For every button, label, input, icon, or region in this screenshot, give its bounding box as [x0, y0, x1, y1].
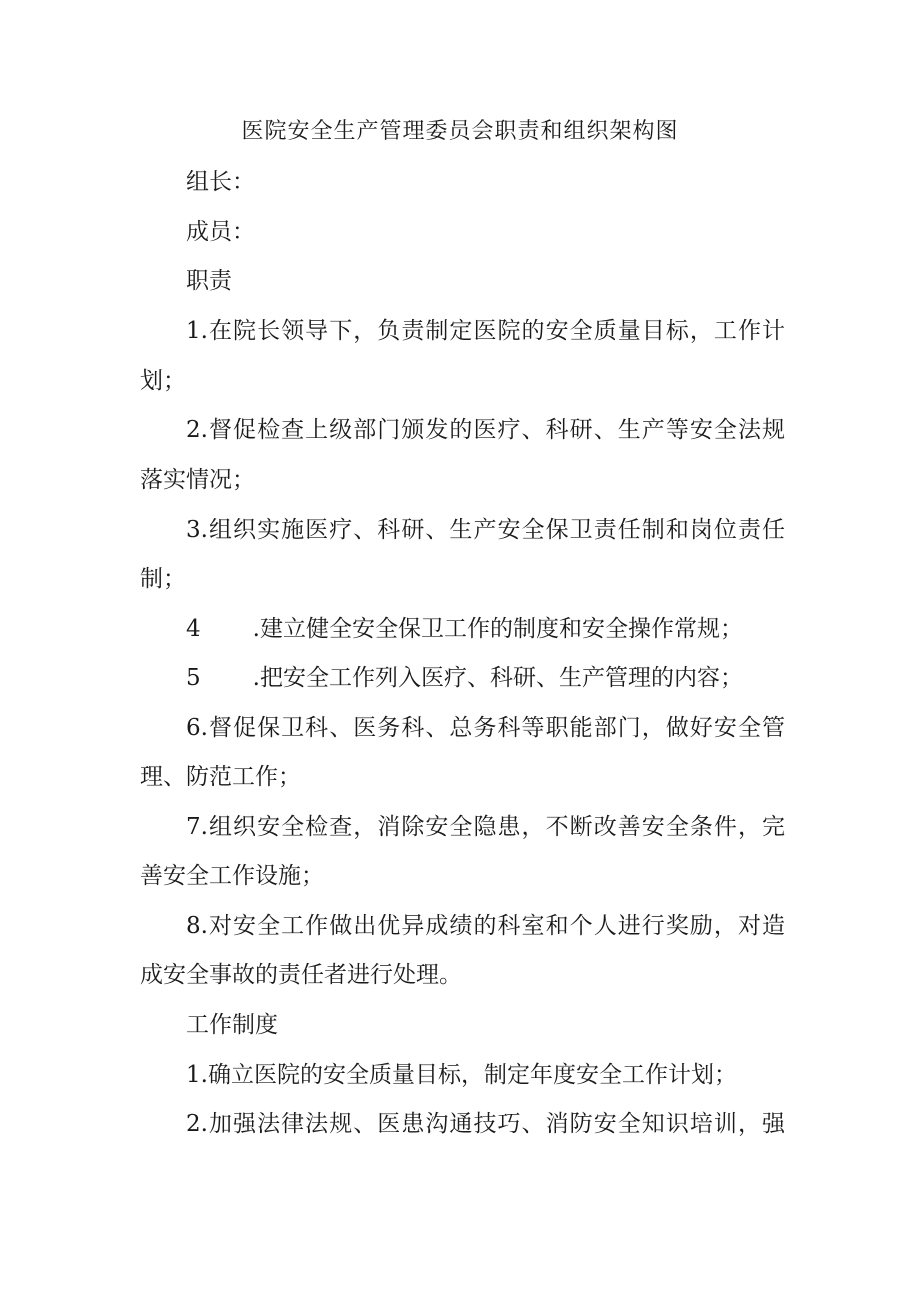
system-number: 2 — [186, 1111, 201, 1137]
duty-item-6 — [186, 708, 785, 748]
duty-item-2 — [186, 410, 785, 450]
duty-text: .督促检查上级部门颁发的医疗、科研、生产等安全法规 — [200, 417, 785, 443]
duty-number: 7 — [186, 814, 201, 840]
duty-item-1-cont: 划； — [140, 368, 186, 394]
duty-item-4 — [186, 609, 785, 649]
duty-item-3-cont: 制； — [140, 566, 186, 592]
duty-number: 2 — [186, 417, 201, 443]
system-text: .加强法律法规、医患沟通技巧、消防安全知识培训，强 — [200, 1111, 785, 1137]
system-item-1 — [186, 1055, 785, 1095]
duty-text: .建立健全安全保卫工作的制度和安全操作常规； — [252, 616, 743, 642]
duty-number: 1 — [186, 318, 201, 344]
duty-item-8-cont: 成安全事故的责任者进行处理。 — [140, 962, 462, 988]
duty-item-1 — [186, 311, 785, 351]
duty-item-6-cont: 理、防范工作； — [140, 764, 301, 790]
duty-number: 6 — [186, 715, 201, 741]
duty-text: .对安全工作做出优异成绩的科室和个人进行奖励，对造 — [200, 913, 785, 939]
system-text: .确立医院的安全质量目标，制定年度安全工作计划； — [200, 1062, 737, 1088]
system-number: 1 — [186, 1062, 201, 1088]
duty-item-2-cont: 落实情况； — [140, 467, 255, 493]
duty-text: .组织实施医疗、科研、生产安全保卫责任制和岗位责任 — [200, 517, 785, 543]
duty-number: 3 — [186, 517, 201, 543]
system-heading: 工作制度 — [186, 1012, 278, 1038]
members-label: 成员： — [186, 219, 255, 245]
duty-text: .督促保卫科、医务科、总务科等职能部门，做好安全管 — [200, 715, 785, 741]
document-title: 医院安全生产管理委员会职责和组织架构图 — [241, 119, 679, 144]
duty-item-7 — [186, 807, 785, 847]
duties-heading: 职责 — [186, 268, 232, 294]
duty-text: .组织安全检查，消除安全隐患，不断改善安全条件，完 — [200, 814, 785, 840]
duty-item-5 — [186, 658, 785, 698]
duty-number: 5 — [186, 665, 201, 691]
duty-number: 8 — [186, 913, 201, 939]
duty-item-8 — [186, 906, 785, 946]
system-item-2 — [186, 1104, 785, 1144]
duty-item-7-cont: 善安全工作设施； — [140, 863, 324, 889]
duty-number: 4 — [186, 616, 201, 642]
duty-item-3 — [186, 510, 785, 550]
duty-text: .把安全工作列入医疗、科研、生产管理的内容； — [252, 665, 743, 691]
leader-label: 组长： — [186, 169, 255, 195]
duty-text: .在院长领导下，负责制定医院的安全质量目标，工作计 — [200, 318, 785, 344]
